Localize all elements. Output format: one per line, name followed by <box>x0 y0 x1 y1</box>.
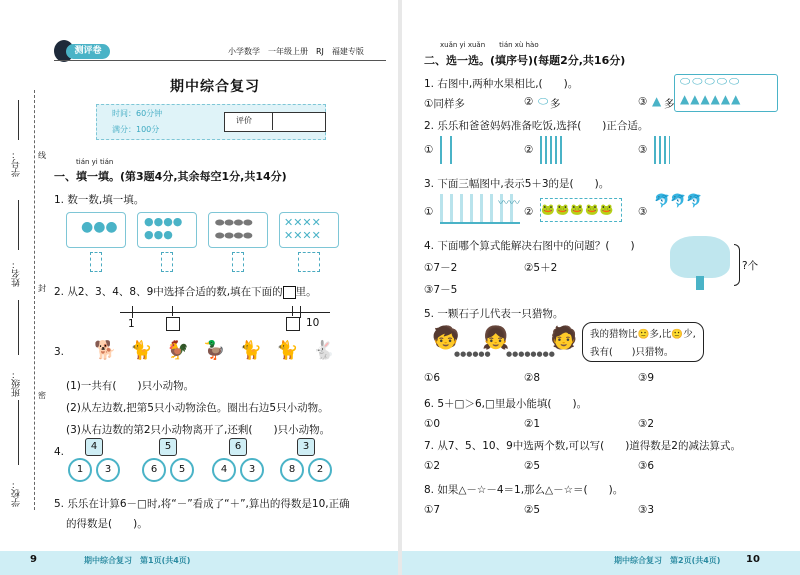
eval-label: 评价 <box>236 116 252 125</box>
numline-end-label: 10 <box>306 317 320 329</box>
page-title: 期中综合复习 <box>170 79 260 95</box>
q2-opt-3[interactable]: ③ <box>638 144 648 156</box>
bike-rider: 3 <box>297 438 315 456</box>
q5-text-b: 的得数是( )。 <box>66 518 148 530</box>
q1-text: 1. 右图中,两种水果相比,( )。 <box>424 78 579 90</box>
bike-wheel-left: 8 <box>280 458 304 482</box>
q2-opt-2[interactable]: ② <box>524 144 534 156</box>
q4-opt-1[interactable]: ①7－2 <box>424 262 458 274</box>
number-line <box>120 312 330 313</box>
rabbit-icon: 🐇 <box>312 340 349 361</box>
bike-rider: 4 <box>85 438 103 456</box>
kid-avatar-icon: 🙂 <box>671 329 684 340</box>
tick-box-1 <box>172 306 173 316</box>
brace <box>734 244 740 286</box>
q5-text-a: 5. 乐乐在计算6－□时,将“－”看成了“＋”,算出的得数是10,正确 <box>54 498 350 510</box>
score-label: 满分：100分 <box>112 125 160 134</box>
q1-opt-2-num[interactable]: ② <box>524 96 534 108</box>
side-label-student-no: 学号： <box>12 150 22 177</box>
tick-box-2 <box>292 306 293 316</box>
fruit-row-1: ⬭⬭⬭⬭⬭ <box>680 74 742 88</box>
numline-start-label: 1 <box>128 318 135 330</box>
q4-num: 4. <box>54 446 65 458</box>
kid-2-icon: 👧 <box>482 326 510 351</box>
q7-opt-3[interactable]: ③6 <box>638 460 655 472</box>
bike-4 <box>278 438 334 484</box>
footer-bar <box>0 551 398 575</box>
bike-wheel-right: 3 <box>240 458 264 482</box>
tick-end <box>300 306 301 318</box>
side-blank-1 <box>18 100 19 140</box>
q6-opt-1[interactable]: ①0 <box>424 418 441 430</box>
q6-opt-2[interactable]: ②1 <box>524 418 541 430</box>
q3-2-text: (2)从左边数,把第5只小动物涂色。圈出右边5只小动物。 <box>66 402 329 414</box>
q2-prompt: 2. 从2、3、4、8、9中选择合适的数,填在下面的 <box>54 286 283 298</box>
kid-avatar-icon: 🙂 <box>637 329 650 340</box>
numline-box-1[interactable] <box>166 317 180 331</box>
q3-num: 3. <box>54 346 65 358</box>
page-number: 9 <box>30 554 37 565</box>
answer-blank-3[interactable] <box>232 252 244 272</box>
q4-unknown-label: ?个 <box>742 260 759 272</box>
bubble-text-a: 我的猎物比 <box>590 329 638 340</box>
bike-wheel-left: 4 <box>212 458 236 482</box>
bike-1 <box>66 438 122 484</box>
count-box-3 <box>208 212 268 248</box>
frogs-image: 🐸🐸🐸🐸🐸 <box>540 198 622 222</box>
q2-text: 2. 乐乐和爸爸妈妈准备吃饭,选择( )正合适。 <box>424 120 649 132</box>
cat-icon: 🐈 <box>239 340 277 361</box>
q2-opt-1[interactable]: ① <box>424 144 434 156</box>
q4-text: 4. 下面哪个算式能解决右图中的问题？( ) <box>424 240 635 252</box>
duck-icon: 🦆 <box>203 340 240 361</box>
bone-icon: ✕✕✕✕ ✕✕✕✕ <box>284 216 321 242</box>
q5-opt-2[interactable]: ②8 <box>524 372 541 384</box>
badge: 测评卷 <box>66 44 110 59</box>
bike-2 <box>140 438 196 484</box>
q5-text: 5. 一颗石子儿代表一只猎物。 <box>424 308 564 320</box>
apple-icon: ●●●● ●●● <box>144 215 183 241</box>
q2-text <box>54 284 317 299</box>
q8-opt-1[interactable]: ①7 <box>424 504 441 516</box>
footer-text: 期中综合复习 第2页(共4页) <box>614 556 721 565</box>
binding-line <box>34 90 35 510</box>
side-mark-line: 线 <box>38 151 46 160</box>
bubble-text-b: 多,比 <box>649 329 672 340</box>
pebbles-1: ●●●●●● <box>454 350 491 358</box>
bike-wheel-left: 6 <box>142 458 166 482</box>
bubble-text-c: 少, <box>683 329 696 340</box>
fruit-row-2: ▲▲▲▲▲▲ <box>680 92 742 106</box>
q3-opt-2[interactable]: ② <box>524 206 534 218</box>
bike-wheel-left: 1 <box>68 458 92 482</box>
bike-wheel-right: 3 <box>96 458 120 482</box>
left-page <box>0 0 398 575</box>
numline-box-2[interactable] <box>286 317 300 331</box>
q8-opt-3[interactable]: ③3 <box>638 504 655 516</box>
tree-image <box>670 236 730 278</box>
bike-rider: 5 <box>159 438 177 456</box>
animals-row <box>94 340 349 361</box>
header-rule <box>54 60 386 61</box>
q6-opt-3[interactable]: ③2 <box>638 418 655 430</box>
kid-3-icon: 🧑 <box>550 326 578 351</box>
answer-blank-2[interactable] <box>161 252 173 272</box>
q7-opt-1[interactable]: ①2 <box>424 460 441 472</box>
q7-opt-2[interactable]: ②5 <box>524 460 541 472</box>
potato-icon: ⬬⬬⬬⬬ ⬬⬬⬬⬬ <box>215 216 253 242</box>
q3-opt-3[interactable]: ③ <box>638 206 648 218</box>
answer-blank-1[interactable] <box>90 252 102 272</box>
bubble-line-2: 我有( )只猎物。 <box>590 347 674 358</box>
q2-box-sample <box>283 286 296 299</box>
q6-text: 6. 5＋□＞6,□里最小能填( )。 <box>424 398 588 410</box>
bike-3 <box>210 438 266 484</box>
count-box-4 <box>279 212 339 248</box>
q1-text: 1. 数一数,填一填。 <box>54 194 145 206</box>
q1-opt-3-word: 多 <box>664 98 675 110</box>
sec2-title: 二、选一选。(填序号)(每题2分,共16分) <box>424 54 626 67</box>
time-label: 时间：60分钟 <box>112 109 163 118</box>
sec1-title: 一、填一填。(第3题4分,其余每空1分,共14分) <box>54 170 287 183</box>
fruit-a-icon: ⬭ <box>538 94 549 108</box>
bike-rider: 6 <box>229 438 247 456</box>
birds-fence-image: 〰〰 <box>440 194 520 224</box>
side-label-class: 班级： <box>12 370 22 397</box>
side-blank-2 <box>18 200 19 250</box>
apple-icon: ●●● <box>81 219 118 235</box>
side-mark-seal: 封 <box>38 284 46 293</box>
q5-opt-3[interactable]: ③9 <box>638 372 655 384</box>
bike-wheel-right: 2 <box>308 458 332 482</box>
count-box-2 <box>137 212 197 248</box>
kid-1-icon: 🧒 <box>432 326 460 351</box>
side-mark-secret: 密 <box>38 391 46 400</box>
q8-text: 8. 如果△－☆－4＝1,那么△－☆＝( )。 <box>424 484 624 496</box>
answer-blank-4[interactable] <box>298 252 320 272</box>
side-blank-3 <box>18 300 19 355</box>
tree-trunk <box>696 276 704 290</box>
pebbles-2: ●●●●●●●● <box>506 350 555 358</box>
chicken-icon: 🐓 <box>166 340 204 361</box>
cat-icon: 🐈 <box>276 340 313 361</box>
dog-icon: 🐕 <box>94 340 131 361</box>
q4-opt-3[interactable]: ③7－5 <box>424 284 458 296</box>
sec1-pinyin: tián yi tián <box>76 158 114 166</box>
q5-opt-1[interactable]: ①6 <box>424 372 441 384</box>
q3-3-text: (3)从右边数的第2只小动物离开了,还剩( )只小动物。 <box>66 424 331 436</box>
side-label-name: 姓名： <box>12 260 22 287</box>
side-label-school: 学校： <box>12 480 22 507</box>
footer-bar <box>402 551 800 575</box>
fruit-b-icon: ▲ <box>652 94 662 108</box>
chopsticks-icon <box>654 136 670 164</box>
dolphins-image: 🐬🐬🐬 <box>654 194 703 209</box>
bike-wheel-right: 5 <box>170 458 194 482</box>
chopsticks-icon <box>540 136 562 164</box>
q8-opt-2[interactable]: ②5 <box>524 504 541 516</box>
q3-text: 3. 下面三幅图中,表示5＋3的是( )。 <box>424 178 610 190</box>
header-info: 小学数学 一年级上册 RJ 福建专版 <box>228 47 364 56</box>
q1-opt-3-num[interactable]: ③ <box>638 96 648 108</box>
q7-text: 7. 从7、5、10、9中选两个数,可以写( )道得数是2的减法算式。 <box>424 440 741 452</box>
q3-opt-1[interactable]: ① <box>424 206 434 218</box>
footer-text: 期中综合复习 第1页(共4页) <box>84 556 191 565</box>
sec2-pinyin: xuǎn yi xuǎn tián xù hào <box>440 41 539 49</box>
tick-start <box>132 306 133 318</box>
bubble-line-1 <box>590 326 696 340</box>
eval-divider <box>272 112 273 130</box>
right-page <box>402 0 800 575</box>
page-number: 10 <box>746 554 760 565</box>
page-gutter <box>398 0 402 575</box>
q1-opt-2-word: 多 <box>550 98 561 110</box>
count-box-1 <box>66 212 126 248</box>
chopsticks-icon <box>440 136 452 164</box>
side-blank-4 <box>18 400 19 465</box>
q1-opt-1[interactable]: ①同样多 <box>424 98 465 110</box>
cat-icon: 🐈 <box>130 340 167 361</box>
q4-opt-2[interactable]: ②5＋2 <box>524 262 558 274</box>
q2-end: 里。 <box>295 286 317 298</box>
q3-1-text: (1)一共有( )只小动物。 <box>66 380 195 392</box>
